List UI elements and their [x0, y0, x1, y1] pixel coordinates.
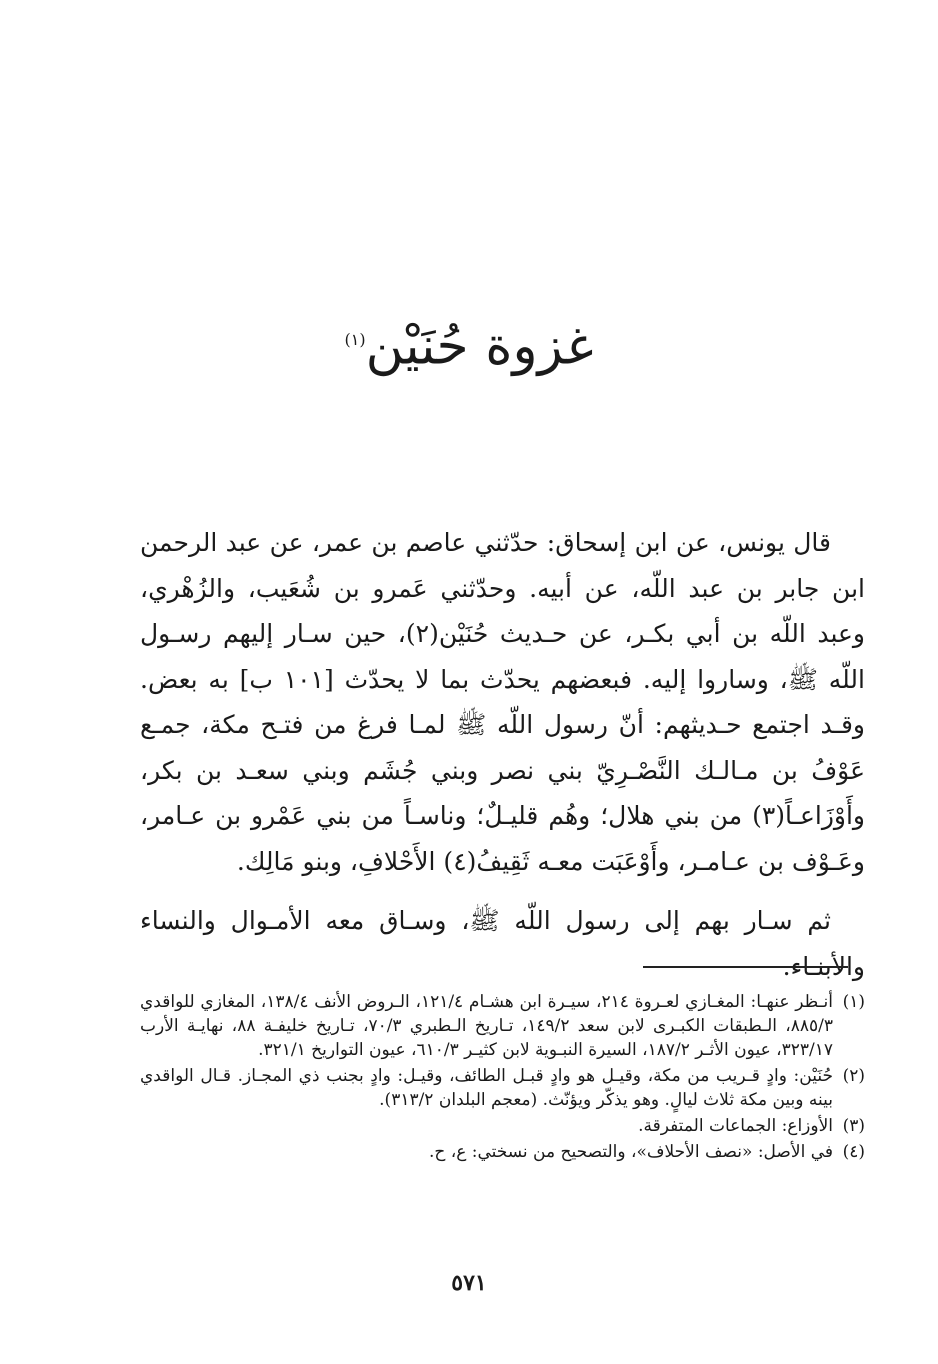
footnote-item — [140, 990, 865, 1062]
footnote-number: (٤) — [842, 1142, 865, 1162]
title-footnote-marker: (١) — [344, 330, 366, 349]
footnote-text: أنـظر عنهـا: المغـازي لعـروة ٢١٤، سيـرة ابن هشـام ١٢١/٤، الـروض الأنف ١٣٨/٤، المغازي للواقدي ٨٨٥/٣، الـطبقات الكبـرى لابن سعد ١٤٩/٢، تـاريخ الـطبري ٧٠/٣، تـاريخ خليفـة ٨٨، نهايـة الأرب ٣٢٣/١٧، عيون الأثـر ١٨٧/٢، السيرة النبـوية لابن كثيـر ٦١٠/٣، عيون التواريخ ٣٢١/١. — [140, 992, 834, 1060]
paragraph: قال يونس، عن ابن إسحاق: حدّثني عاصم بن عمر، عن عبد الرحمن ابن جابر بن عبد اللّه، عن أبيه. وحدّثني عَمرو بن شُعَيب، والزُهْري، وعبد اللّه بن أبي بكـر، عن حـديث حُنَيْن(٢)، حين سـار إليهم رسـول اللّه ﷺ، وساروا إليه. فبعضهم يحدّث بما لا يحدّث [١٠١ ب] به بعض. وقـد اجتمع حـديثهم: أنّ رسول اللّه ﷺ لمـا فرغ من فتـح مكة، جمـع عَوْفُ بن مـالـك النَّصْـرِيّ بني نصر وبني جُشَم وبني سعـد بن بكر، وأَوْزَاعـاً(٣) من بني هلال؛ وهُم قليـلٌ؛ وناسـاً من بني عَمْرو بن عـامر، وعَـوْف بن عـامـر، وأَوْعَبَت معـه ثَقِيفُ(٤) الأَحْلافِ، وبنو مَالِك. — [140, 528, 866, 876]
footnote-item — [140, 1064, 865, 1112]
footnote-number: (٢) — [842, 1066, 865, 1086]
footnote-number: (١) — [842, 992, 865, 1012]
footnotes — [140, 990, 865, 1166]
chapter-title — [0, 300, 938, 386]
footnote-number: (٣) — [842, 1116, 865, 1136]
footnote-text: في الأصل: «نصف الأحلاف»، والتصحيح من نسختي: ع، ح. — [428, 1142, 833, 1162]
footnote-text: الأوزاع: الجماعات المتفرقة. — [638, 1116, 833, 1136]
footnote-item — [140, 1114, 865, 1138]
footnote-separator — [643, 966, 848, 968]
paragraph: ثم سـار بهم إلى رسول اللّه ﷺ، وسـاق معه الأمـوال والنساء والأبنـاء. — [140, 906, 865, 981]
chapter-title-text: غزوة حُنَيْن — [365, 316, 594, 377]
footnote-text: حُنَيْن: وادٍ قـريب من مكة، وقيـل هو وادٍ قبـل الطائف، وقيـل: وادٍ بجنب ذي المجـاز. قـال الواقدي بينه وبين مكة ثلاث ليالٍ. وهو يذكّر ويؤنّث. (معجم البلدان ٣١٣/٢). — [140, 1066, 833, 1110]
page-number: ٥٧١ — [451, 1270, 487, 1296]
footnote-item — [140, 1140, 865, 1164]
main-text — [140, 520, 865, 989]
